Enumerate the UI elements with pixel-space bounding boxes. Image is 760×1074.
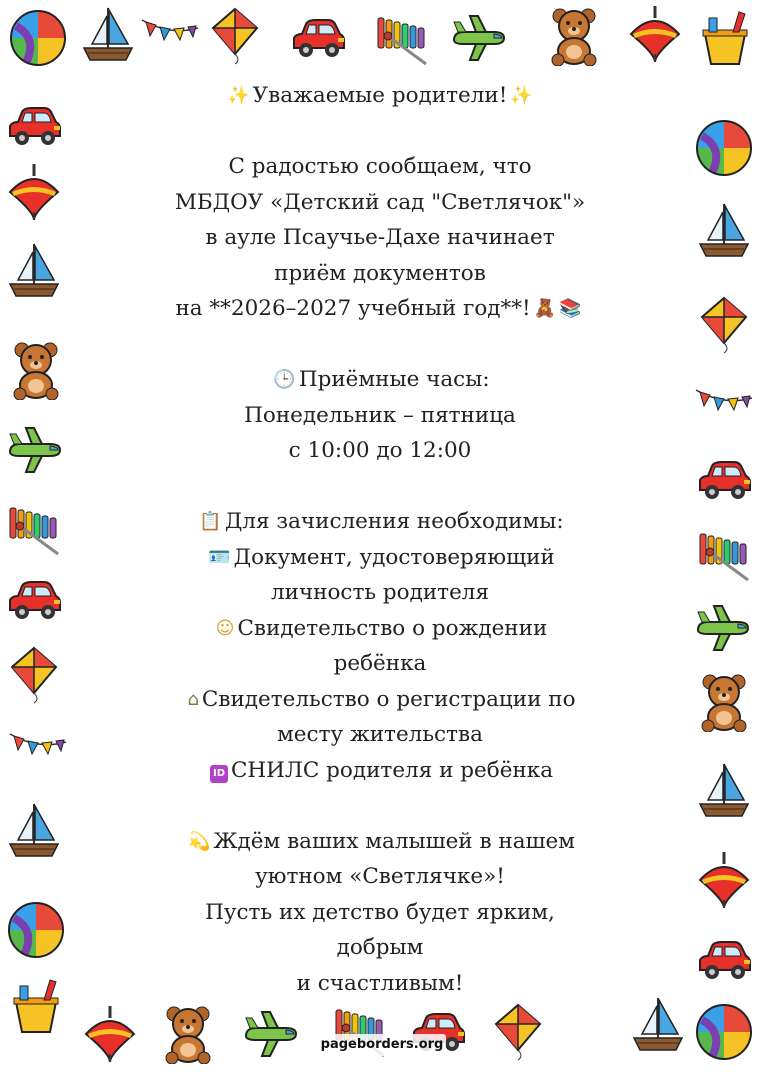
documents-title-line [140,504,620,540]
documents-title: Для зачисления необходимы: [224,509,564,534]
xylophone-icon [372,8,432,68]
closing-line: Пусть их детство будет ярким, [205,899,555,925]
kite-icon [205,6,265,66]
intro-line: в ауле Псаучье-Дахе начинает [205,225,555,250]
document-item-cont: ребёнка [333,651,427,676]
closing-line: и счастливым! [296,970,464,996]
closing-line: уютном «Светлячке»! [255,864,505,889]
spinning-top-icon [694,850,754,910]
document-item-cont: месту жительства [277,722,483,747]
sand-bucket-icon [695,8,755,68]
watermark: pageborders.org [318,1034,446,1056]
dizzy-icon: 💫 [187,830,211,852]
xylophone-icon [694,524,754,584]
teddy-bear-icon [158,1004,218,1064]
intro-line: приём документов [274,260,486,286]
airplane-icon [4,420,64,480]
airplane-icon [692,598,752,658]
sailboat-icon [628,994,688,1054]
document-item: ☺ Свидетельство о рождении [140,611,620,647]
teddy-bear-icon [6,340,66,400]
id-card-icon: 🪪 [208,546,231,568]
kite-icon [488,1002,548,1062]
sailboat-icon [4,800,64,860]
toy-car-icon [694,930,754,990]
document-item: ⌂ Свидетельство о регистрации по [140,682,620,718]
intro-line: С радостью сообщаем, что [228,154,532,179]
intro-line: МБДОУ «Детский сад "Светлячок"» [174,189,586,215]
closing-line: добрым [336,935,424,960]
xylophone-icon [4,498,64,558]
house-icon: ⌂ [187,688,199,710]
kite-icon [4,645,64,705]
greeting-line [140,78,620,114]
intro-line-year: на **2026–2027 учебный год**! 🧸 📚 [140,291,620,327]
baby-icon: ☺ [215,617,235,639]
teddy-bear-icon [544,6,604,66]
spinning-top-icon [80,1004,140,1064]
spinning-top-icon [625,4,685,64]
id-badge-icon: ID [210,765,228,783]
airplane-icon [240,1004,300,1064]
clipboard-icon: 📋 [199,511,222,532]
document-item-cont: личность родителя [270,580,490,605]
sailboat-icon [694,200,754,260]
spinning-top-icon [4,162,64,222]
letter-body [140,78,620,1001]
ball-icon [694,1002,754,1062]
teddy-bear-icon [694,672,754,732]
toy-car-icon [288,8,348,68]
sailboat-icon [4,240,64,300]
greeting: Уважаемые родители! [252,83,508,108]
airplane-icon [448,8,508,68]
toy-car-icon [4,96,64,156]
sparkles-icon: ✨ [227,85,250,106]
ball-icon [8,8,68,68]
document-item: ID СНИЛС родителя и ребёнка [140,753,620,789]
bunting-icon [8,720,68,780]
teddy-bear-icon: 🧸 [533,298,557,319]
hours-title: Приёмные часы: [298,367,490,392]
bunting-icon [694,376,754,436]
ball-icon [694,118,754,178]
toy-car-icon [4,570,64,630]
document-item: 🪪 Документ, удостоверяющий [140,540,620,576]
hours-time: с 10:00 до 12:00 [288,438,472,463]
sand-bucket-icon [6,976,66,1036]
sparkles-icon: ✨ [510,85,533,106]
bunting-icon [140,6,200,66]
hours-title-line [140,362,620,398]
hours-days: Понедельник – пятница [244,402,516,428]
books-icon: 📚 [559,298,582,319]
kite-icon [694,295,754,355]
sailboat-icon [694,760,754,820]
closing-line: 💫 Ждём ваших малышей в нашем [140,824,620,860]
sailboat-icon [78,4,138,64]
ball-icon [6,900,66,960]
toy-car-icon [694,450,754,510]
clock-icon: 🕒 [273,369,296,390]
